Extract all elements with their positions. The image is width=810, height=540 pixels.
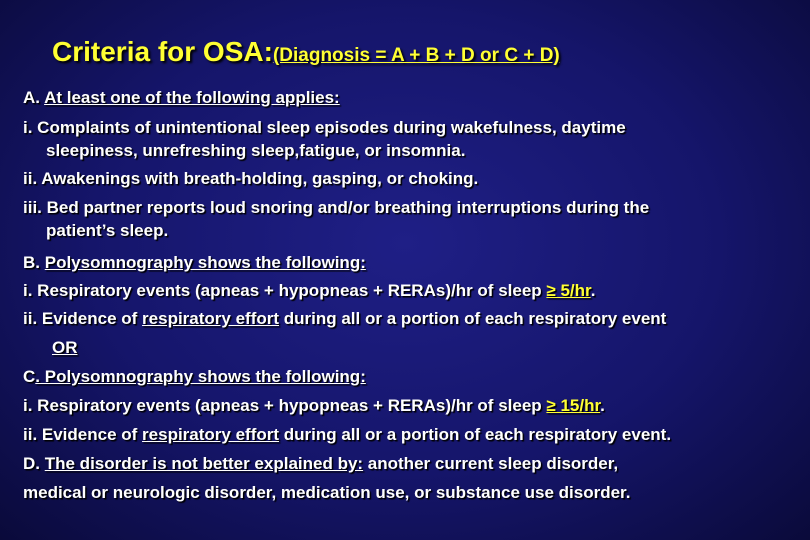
criterion-a-prefix: A.: [23, 88, 45, 107]
criterion-d-text-line1: another current sleep disorder,: [363, 454, 619, 473]
or-text: OR: [52, 338, 78, 357]
criterion-c-i: [23, 396, 605, 416]
criterion-c-ii-post: during all or a portion of each respiratory event.: [279, 425, 672, 444]
criterion-b-ii: [23, 309, 666, 329]
criterion-a-iii-line1: iii. Bed partner reports loud snoring and/or breathing interruptions during the: [23, 198, 650, 217]
criterion-d-line2: medical or neurologic disorder, medication use, or substance use disorder.: [23, 483, 631, 502]
criterion-a-heading: [23, 88, 340, 108]
criterion-b-heading: [23, 253, 366, 273]
criterion-c-ii-effort: respiratory effort: [142, 425, 280, 444]
criterion-b-heading-text: Polysomnography shows the following:: [44, 253, 366, 272]
criterion-b-ii-post: during all or a portion of each respiratory event: [279, 309, 667, 328]
or-separator: [52, 338, 78, 358]
criterion-b-ii-pre: ii. Evidence of: [23, 309, 143, 328]
criterion-b-i-text: i. Respiratory events (apneas + hypopneas + RERAs)/hr of sleep: [23, 281, 547, 300]
criterion-c-heading-text: . Polysomnography shows the following:: [35, 367, 366, 386]
criterion-a-iii-line2: patient’s sleep.: [46, 221, 169, 240]
criterion-c-i-end: .: [600, 396, 605, 415]
criterion-b-ii-effort: respiratory effort: [142, 309, 280, 328]
criterion-c-prefix: C: [23, 367, 36, 386]
criterion-b-i-threshold: ≥ 5/hr: [546, 281, 591, 300]
criterion-c-ii: [23, 425, 671, 445]
criterion-a-heading-text: At least one of the following applies:: [44, 88, 340, 107]
criterion-c-i-text: i. Respiratory events (apneas + hypopneas + RERAs)/hr of sleep: [23, 396, 547, 415]
criterion-c-i-threshold: ≥ 15/hr: [546, 396, 601, 415]
criterion-d-heading-text: The disorder is not better explained by:: [44, 454, 364, 473]
criterion-d-prefix: D.: [23, 454, 45, 473]
criterion-d-heading: [23, 454, 618, 474]
criterion-a-ii: ii. Awakenings with breath-holding, gasping, or choking.: [23, 169, 479, 188]
criteria-content: [0, 78, 810, 518]
title-formula: (Diagnosis = A + B + D or C + D): [272, 45, 560, 66]
title-main: Criteria for OSA:: [52, 36, 273, 67]
criterion-c-ii-pre: ii. Evidence of: [23, 425, 143, 444]
criterion-b-i: [23, 281, 595, 301]
criterion-c-heading: [23, 367, 366, 387]
criterion-a-i-line1: i. Complaints of unintentional sleep episodes during wakefulness, daytime: [23, 118, 626, 137]
slide-title: [52, 36, 560, 68]
criterion-a-i-line2: sleepiness, unrefreshing sleep,fatigue, or insomnia.: [46, 141, 466, 160]
criterion-b-i-end: .: [590, 281, 596, 300]
criterion-b-prefix: B.: [23, 253, 45, 272]
